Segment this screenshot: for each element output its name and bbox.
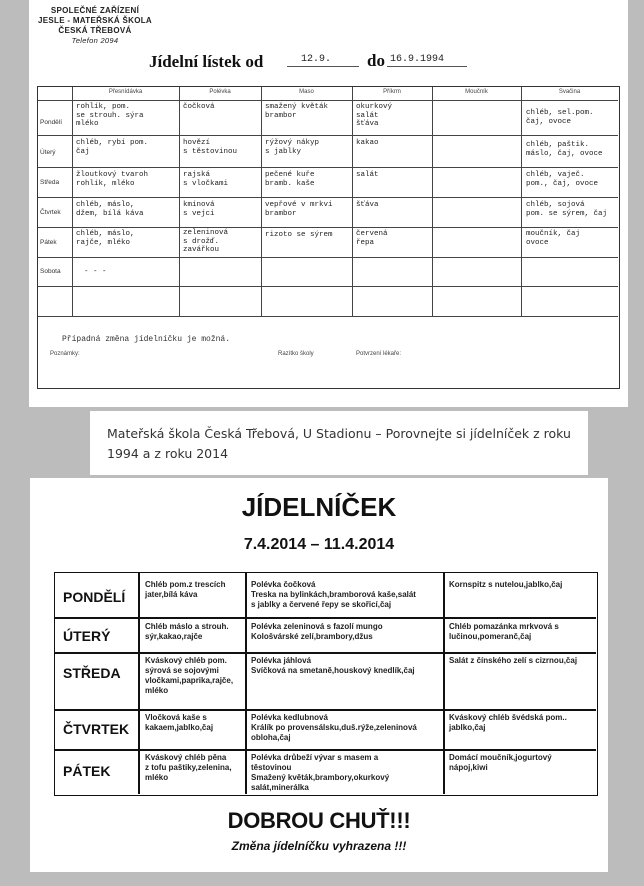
menu-cell: chléb, vaječ. pom., čaj, ovoce — [526, 171, 599, 188]
menu-cell: smažený květák brambor — [265, 103, 329, 120]
column-header: Maso — [299, 89, 314, 95]
lunch-cell: Polévka kedlubnová Králík po provensálsku,duš.rýže,zeleninová obloha,čaj — [251, 713, 417, 742]
menu-cell: salát — [356, 171, 379, 179]
snack-cell: Chléb pom.z trescích jater,bílá káva — [145, 580, 226, 599]
day-label: Pátek — [40, 239, 57, 246]
menu-cell: moučník, čaj ovoce — [526, 230, 581, 247]
menu-cell: rohlík, pom. se strouh. sýra mléko — [76, 103, 144, 128]
menu-cell: chléb, máslo, džem, bílá káva — [76, 201, 144, 218]
column-header: Polévka — [209, 89, 231, 95]
snack-cell: Kváskový chléb pom. sýrová se sojovými vločkami,paprika,rajče, mléko — [145, 656, 234, 695]
menu-cell: žloutkový tvaroh rohlík, mléko — [76, 171, 149, 188]
column-header: Příkrm — [383, 89, 401, 95]
menu-cell: kakao — [356, 139, 379, 147]
institution-header — [35, 6, 155, 46]
menu-2014-date-range: 7.4.2014 – 11.4.2014 — [243, 536, 395, 553]
menu-cell: chléb, sojová pom. se sýrem, čaj — [526, 201, 608, 218]
afternoon-cell: Domácí moučník,jogurtový nápoj,kiwi — [449, 753, 552, 772]
menu-cell: rajská s vločkami — [183, 171, 229, 188]
day-label: ÚTERÝ — [63, 628, 111, 644]
menu-cell: chléb, paštik. máslo, čaj, ovoce — [526, 141, 603, 158]
institution-phone: Telefon 2094 — [71, 36, 119, 45]
day-label: Středa — [40, 179, 60, 186]
menu-cell: vepřové v mrkvi brambor — [265, 201, 333, 218]
institution-line: JESLE - MATEŘSKÁ ŠKOLA — [37, 16, 152, 25]
date-from: 12.9. — [301, 54, 332, 65]
snack-cell: Vločková kaše s kakaem,jablko,čaj — [145, 713, 214, 732]
menu-1994-sheet — [29, 0, 628, 407]
menu-2014-sheet — [30, 478, 608, 872]
menu-cell: červená řepa — [356, 230, 388, 247]
menu-2014-title: JÍDELNÍČEK — [241, 492, 397, 522]
day-label: Čtvrtek — [40, 209, 61, 216]
lunch-cell: Polévka zeleninová s fazolí mungo Kološvárské zelí,brambory,džus — [251, 622, 383, 641]
day-label: Pondělí — [40, 119, 63, 126]
menu-cell: chléb, sel.pom. čaj, ovoce — [526, 109, 594, 126]
institution-line: SPOLEČNÉ ZAŘÍZENÍ — [50, 6, 140, 15]
column-header: Svačina — [558, 89, 581, 95]
afternoon-cell: Salát z čínského zelí s cizrnou,čaj — [449, 656, 578, 665]
footer-notes-label: Poznámky: — [50, 351, 80, 357]
menu-cell: zeleninová s drožď. zavářkou — [183, 229, 229, 254]
menu-1994-table — [37, 86, 620, 389]
day-label: Sobota — [40, 268, 61, 275]
afternoon-cell: Kornspitz s nutelou,jablko,čaj — [449, 580, 563, 589]
menu-cell: pečené kuře bramb. kaše — [265, 171, 315, 188]
day-label: PONDĚLÍ — [63, 589, 126, 605]
menu-cell: rýžový nákyp s jablky — [265, 139, 320, 156]
menu-cell: hovězí s těstovinou — [183, 139, 238, 156]
menu-cell: chléb, rybí pom. čaj — [76, 139, 149, 156]
menu-cell: - - - — [84, 268, 107, 276]
footer-stamp-label: Razítko školy — [278, 351, 314, 357]
lunch-cell: Polévka drůbeží vývar s masem a těstovinou Smažený květák,brambory,okurkový salát,minerálka — [251, 753, 390, 792]
caption-box — [90, 411, 588, 475]
slogan: DOBROU CHUŤ!!! — [227, 808, 411, 833]
column-header: Přesnídávka — [108, 89, 143, 95]
day-label: Úterý — [40, 149, 56, 156]
day-label: PÁTEK — [63, 763, 111, 779]
afternoon-cell: Kváskový chléb švédská pom.. jablko,čaj — [449, 713, 567, 732]
day-label: STŘEDA — [63, 665, 121, 681]
date-to: 16.9.1994 — [390, 54, 445, 65]
lunch-cell: Polévka jáhlová Svíčková na smetaně,houskový knedlík,čaj — [251, 656, 415, 675]
column-header: Moučník — [465, 89, 488, 95]
change-note-2014: Změna jídelníčku vyhrazena !!! — [231, 839, 407, 853]
afternoon-cell: Chléb pomazánka mrkvová s lučinou,pomeranč,čaj — [449, 622, 559, 641]
menu-cell: rizoto se sýrem — [265, 231, 333, 239]
caption-text: Mateřská škola Česká Třebová, U Stadionu – Porovnejte si jídelníček z roku 1994 a z roku 2014 — [107, 426, 571, 461]
day-label: ČTVRTEK — [63, 721, 130, 737]
institution-line: ČESKÁ TŘEBOVÁ — [58, 26, 132, 35]
lunch-cell: Polévka čočková Treska na bylinkách,bramborová kaše,salát s jablky a červené řepy se skořicí,čaj — [251, 580, 416, 609]
snack-cell: Chléb máslo a strouh. sýr,kakao,rajče — [145, 622, 229, 641]
footer-doctor-label: Potvrzení lékaře: — [356, 351, 402, 357]
menu-cell: okurkový salát šťáva — [356, 103, 393, 128]
to-word: do — [367, 51, 385, 70]
menu-cell: chléb, máslo, rajče, mléko — [76, 230, 135, 247]
menu-2014-table — [54, 572, 598, 796]
menu-1994-title: Jídelní lístek od — [149, 52, 264, 71]
snack-cell: Kváskový chléb pěna z tofu paštiky,zelenina, mléko — [145, 753, 232, 782]
menu-cell: šťáva — [356, 201, 379, 209]
menu-cell: čočková — [183, 103, 215, 111]
change-note-1994: Případná změna jídelníčku je možná. — [62, 335, 231, 344]
menu-cell: kmínová s vejci — [183, 201, 215, 218]
